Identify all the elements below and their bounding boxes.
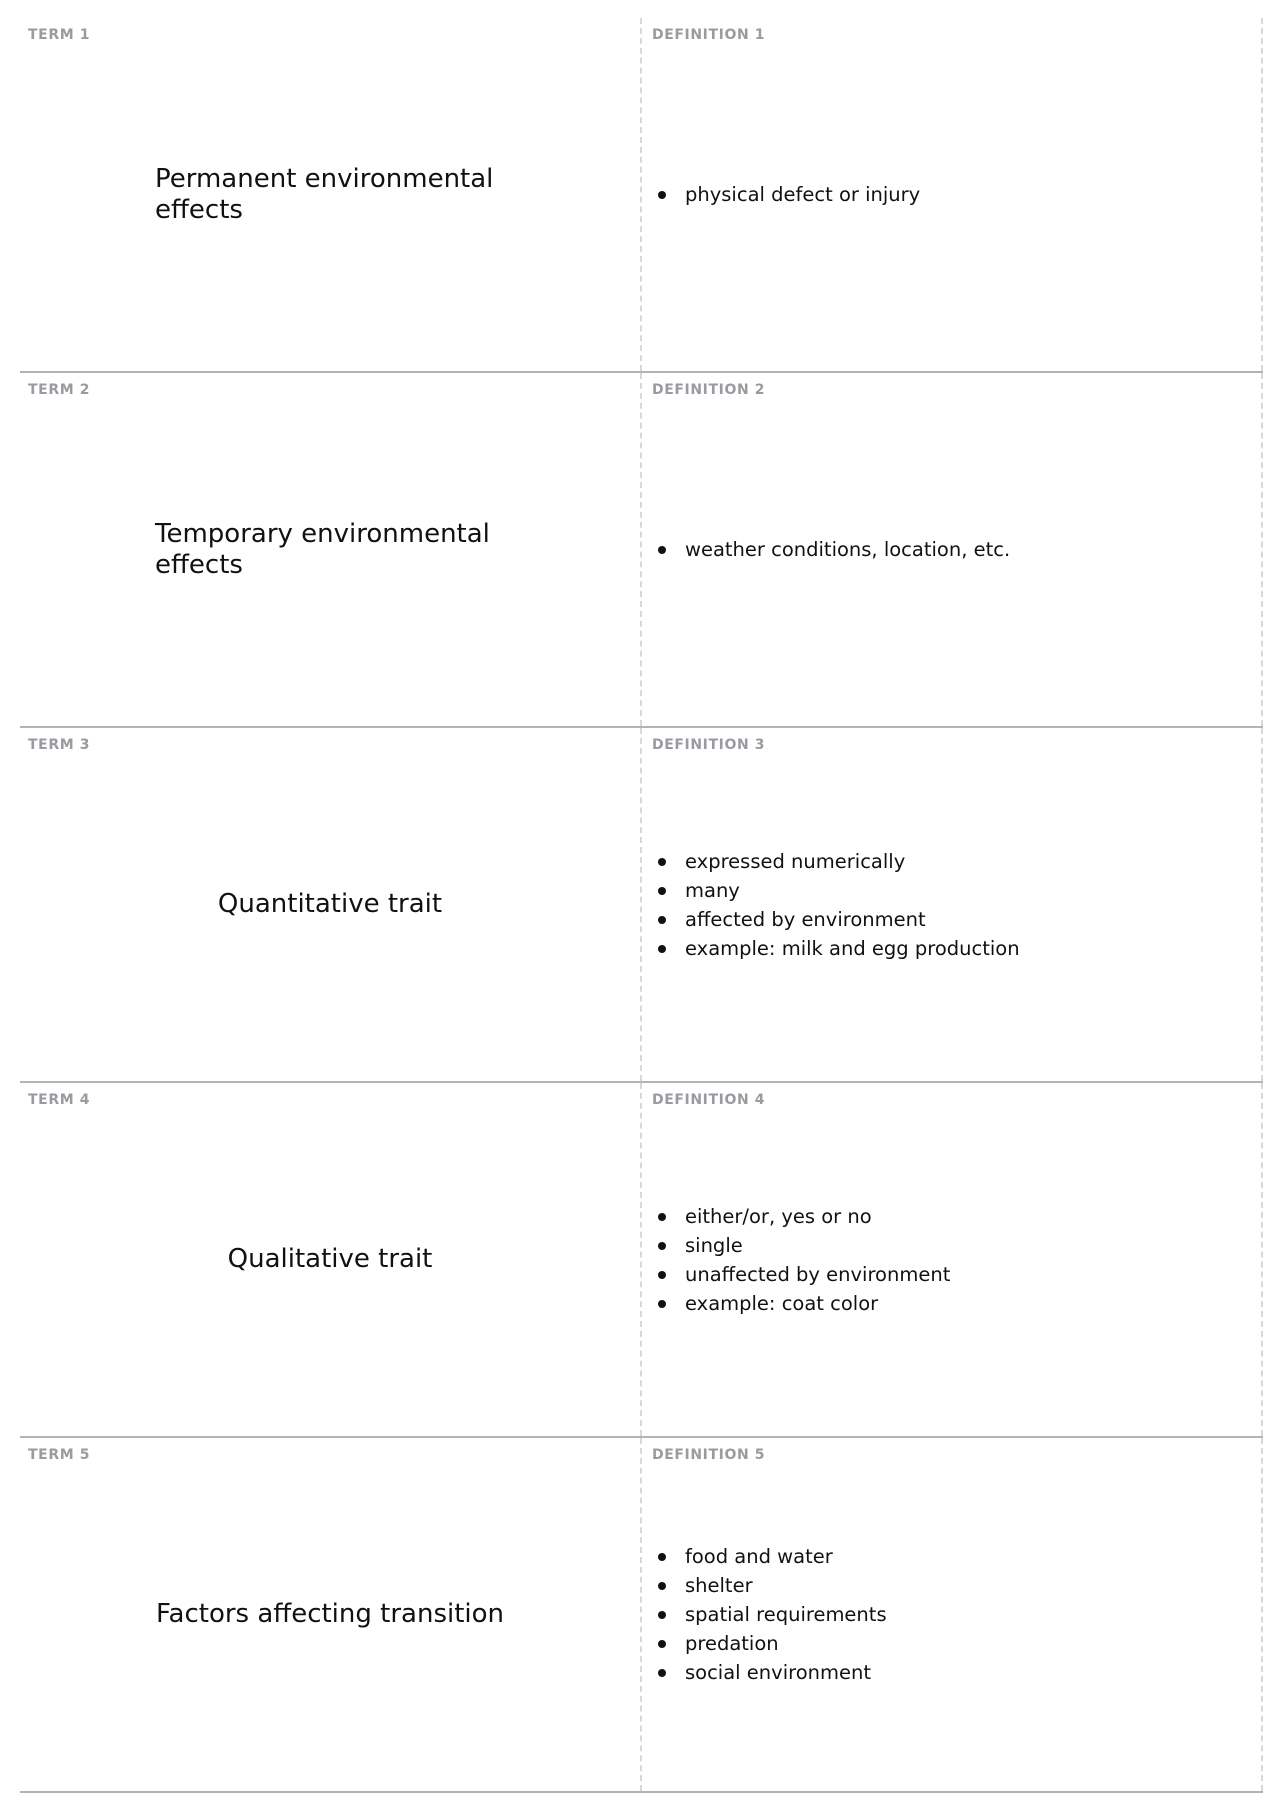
definition-cell — [642, 1083, 1263, 1436]
definition-item-text: many — [685, 878, 740, 902]
bullet-icon — [658, 1611, 666, 1619]
bullet-icon — [658, 887, 666, 895]
definition-item — [685, 1600, 887, 1629]
term-label: TERM 5 — [28, 1447, 91, 1463]
term-text: Quantitative trait — [217, 889, 443, 919]
term-label: TERM 1 — [28, 27, 91, 43]
flashcard-row-4 — [20, 1083, 1263, 1438]
definition-item-text: expressed numerically — [685, 849, 906, 873]
definition-item — [685, 1202, 950, 1231]
definition-cell — [642, 373, 1263, 726]
term-cell — [20, 18, 642, 371]
definition-cell — [642, 18, 1263, 371]
definition-list — [642, 1542, 887, 1687]
definition-label: DEFINITION 3 — [652, 737, 766, 753]
definition-list — [642, 1202, 950, 1318]
flashcard-row-5 — [20, 1438, 1263, 1793]
bullet-icon — [658, 1271, 666, 1279]
definition-item-text: either/or, yes or no — [685, 1204, 872, 1228]
definition-label: DEFINITION 5 — [652, 1447, 766, 1463]
definition-item-text: spatial requirements — [685, 1603, 887, 1626]
term-cell — [20, 373, 642, 726]
definition-item — [685, 180, 920, 209]
flashcard-sheet — [20, 18, 1263, 1793]
term-cell — [20, 1083, 642, 1436]
definition-item — [685, 1231, 950, 1260]
definition-list — [642, 847, 1020, 963]
bullet-icon — [658, 1300, 666, 1308]
definition-item-text: affected by environment — [685, 907, 926, 931]
definition-item — [685, 1260, 950, 1289]
definition-item — [685, 535, 1010, 564]
bullet-icon — [658, 858, 666, 866]
flashcard-row-2 — [20, 373, 1263, 728]
term-text: Temporary environmental effects — [155, 518, 490, 580]
flashcard-row-1 — [20, 18, 1263, 373]
bullet-icon — [658, 945, 666, 953]
bullet-icon — [658, 191, 666, 199]
definition-item-text: predation — [685, 1632, 779, 1655]
bullet-icon — [658, 1640, 666, 1648]
definition-item-text: weather conditions, location, etc. — [685, 538, 1011, 561]
definition-item-text: example: coat color — [685, 1291, 879, 1315]
term-label: TERM 3 — [28, 737, 91, 753]
definition-item-text: unaffected by environment — [685, 1262, 951, 1286]
definition-item — [685, 1571, 887, 1600]
bullet-icon — [658, 1213, 666, 1221]
definition-item-text: social environment — [685, 1661, 871, 1684]
term-text: Permanent environmental effects — [155, 163, 494, 225]
definition-item-text: single — [685, 1233, 743, 1257]
definition-list — [642, 535, 1010, 564]
bullet-icon — [658, 1553, 666, 1561]
definition-item-text: physical defect or injury — [685, 183, 921, 206]
definition-item — [685, 1542, 887, 1571]
bullet-icon — [658, 916, 666, 924]
definition-cell — [642, 1438, 1263, 1791]
term-cell — [20, 1438, 642, 1791]
definition-item — [685, 876, 1020, 905]
definition-item — [685, 905, 1020, 934]
definition-label: DEFINITION 1 — [652, 27, 766, 43]
definition-item-text: shelter — [685, 1574, 753, 1597]
flashcard-row-3 — [20, 728, 1263, 1083]
definition-cell — [642, 728, 1263, 1081]
bullet-icon — [658, 1582, 666, 1590]
term-text: Factors affecting transition — [155, 1599, 505, 1629]
definition-item — [685, 1629, 887, 1658]
definition-item — [685, 934, 1020, 963]
term-cell — [20, 728, 642, 1081]
term-label: TERM 4 — [28, 1092, 91, 1108]
definition-list — [642, 180, 920, 209]
bullet-icon — [658, 1242, 666, 1250]
definition-label: DEFINITION 4 — [652, 1092, 766, 1108]
definition-item — [685, 847, 1020, 876]
definition-label: DEFINITION 2 — [652, 382, 766, 398]
bullet-icon — [658, 546, 666, 554]
term-text: Qualitative trait — [227, 1244, 433, 1274]
definition-item — [685, 1658, 887, 1687]
definition-item-text: example: milk and egg production — [685, 936, 1020, 960]
term-label: TERM 2 — [28, 382, 91, 398]
definition-item-text: food and water — [685, 1545, 833, 1568]
bullet-icon — [658, 1669, 666, 1677]
definition-item — [685, 1289, 950, 1318]
